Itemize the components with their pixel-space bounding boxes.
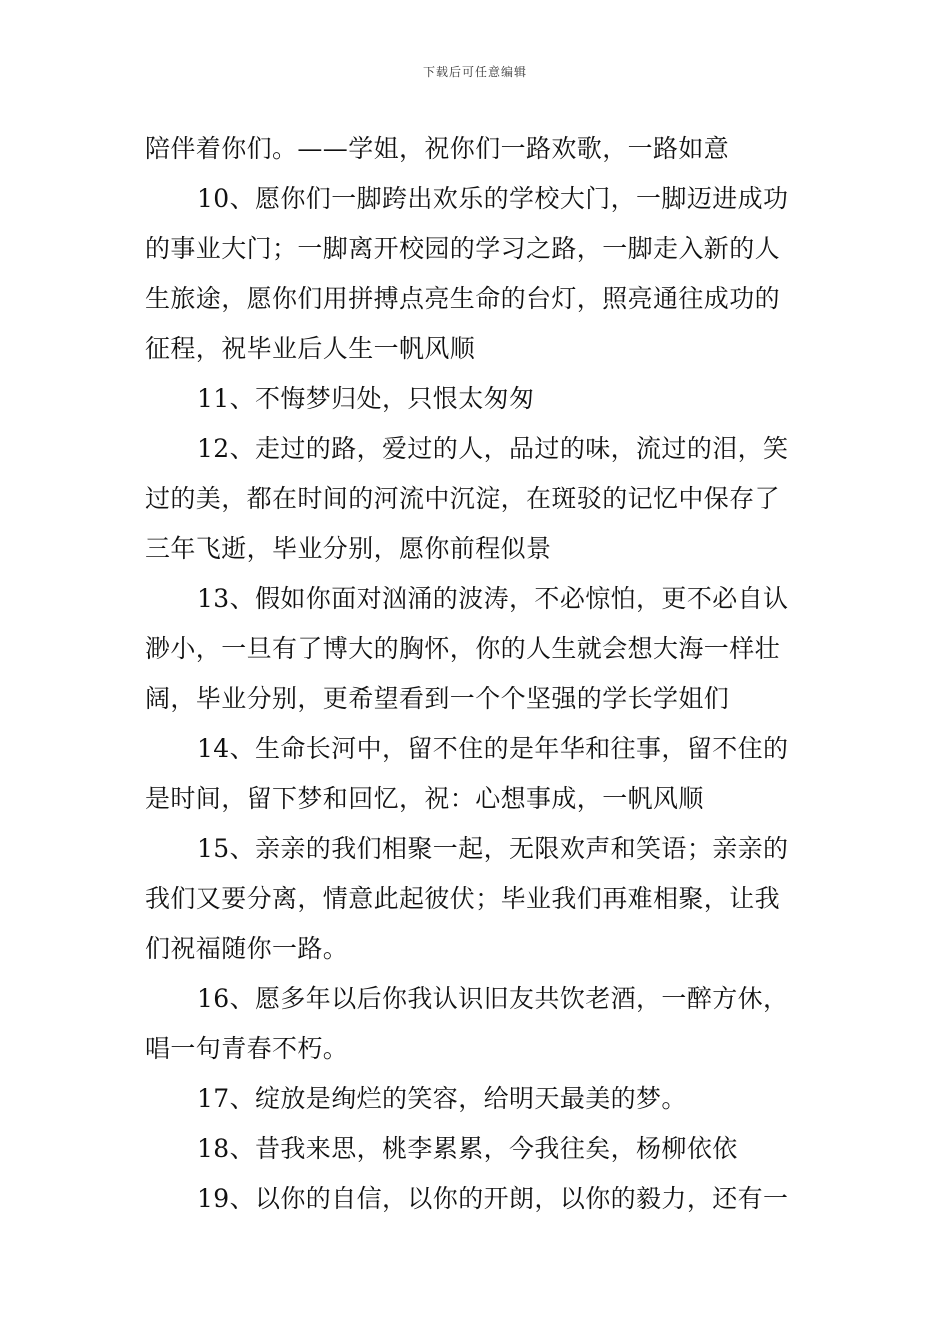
paragraph-13: 13、假如你面对汹涌的波涛，不必惊怕，更不必自认 [197,584,789,613]
text-line: 们祝福随你一路。 [145,934,349,963]
text-line: 我们又要分离，情意此起彼伏；毕业我们再难相聚，让我 [145,884,781,913]
text-line: 过的美，都在时间的河流中沉淀，在斑驳的记忆中保存了 [145,484,781,513]
text-line: 渺小，一旦有了博大的胸怀，你的人生就会想大海一样壮 [145,634,781,663]
page-header: 下载后可任意编辑 [422,65,527,79]
text-line: 的事业大门；一脚离开校园的学习之路，一脚走入新的人 [145,234,781,263]
paragraph-16: 16、愿多年以后你我认识旧友共饮老酒，一醉方休， [197,984,789,1013]
paragraph-10: 10、愿你们一脚跨出欢乐的学校大门，一脚迈进成功 [197,184,789,213]
text-line: 阔，毕业分别，更希望看到一个个坚强的学长学姐们 [145,684,730,713]
paragraph-18: 18、昔我来思，桃李累累，今我往矣，杨柳依依 [197,1134,738,1163]
text-line: 唱一句青春不朽。 [145,1034,349,1063]
paragraph-15: 15、亲亲的我们相聚一起，无限欢声和笑语；亲亲的 [197,834,789,863]
text-line: 是时间，留下梦和回忆，祝：心想事成，一帆风顺 [145,784,704,813]
text-line: 生旅途，愿你们用拼搏点亮生命的台灯，照亮通往成功的 [145,284,781,313]
paragraph-19: 19、以你的自信，以你的开朗，以你的毅力，还有一 [197,1184,789,1213]
document-body [145,124,810,1224]
text-line: 陪伴着你们。——学姐，祝你们一路欢歌，一路如意 [145,134,730,163]
paragraph-12: 12、走过的路，爱过的人，品过的味，流过的泪，笑 [197,434,789,463]
text-line: 三年飞逝，毕业分别，愿你前程似景 [145,534,552,563]
paragraph-11: 11、不悔梦归处，只恨太匆匆 [197,384,535,413]
paragraph-17: 17、绽放是绚烂的笑容，给明天最美的梦。 [197,1084,687,1113]
text-line: 征程，祝毕业后人生一帆风顺 [145,334,476,363]
paragraph-14: 14、生命长河中，留不住的是年华和往事，留不住的 [197,734,789,763]
